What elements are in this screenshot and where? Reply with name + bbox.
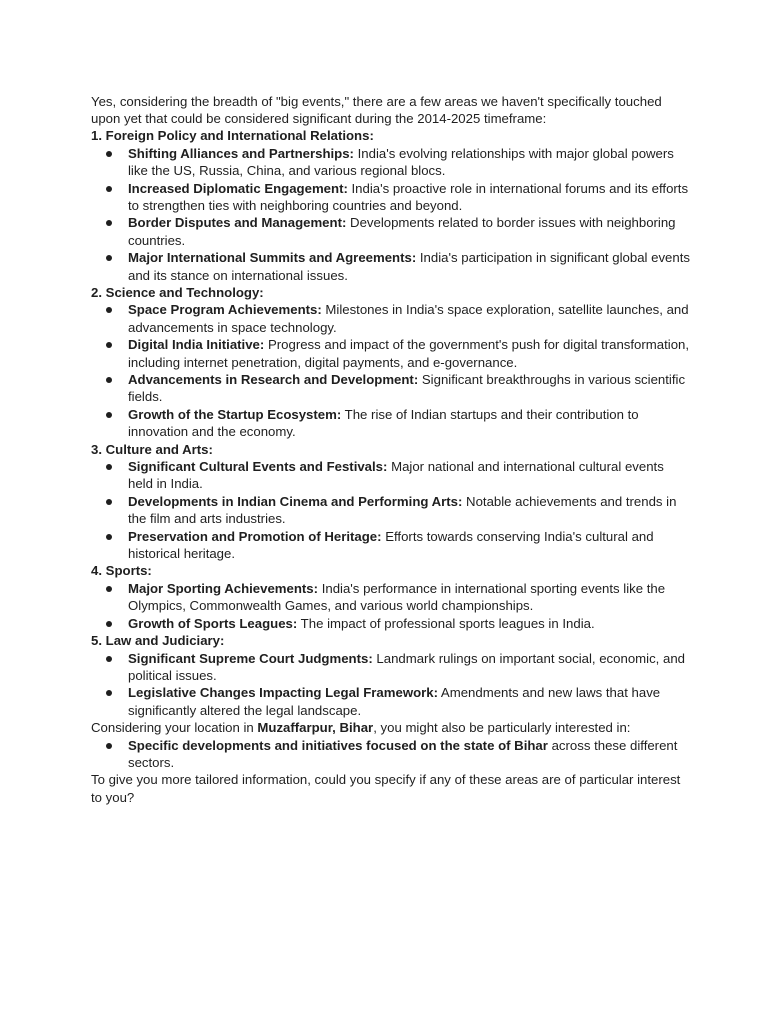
item-heading: Major International Summits and Agreements: bbox=[128, 250, 417, 266]
item-heading: Specific developments and initiatives focused on the state of Bihar bbox=[128, 737, 548, 753]
location-list bbox=[91, 737, 691, 772]
item-heading: Significant Supreme Court Judgments: bbox=[128, 650, 373, 666]
sports-list bbox=[91, 580, 691, 632]
item-text: Major national and international cultural events held in India. bbox=[128, 459, 664, 492]
item-heading: Legislative Changes Impacting Legal Framework: bbox=[128, 685, 438, 701]
section-title-foreign-policy: 1. Foreign Policy and International Relations: bbox=[91, 128, 374, 144]
item-heading: Increased Diplomatic Engagement: bbox=[128, 180, 348, 196]
bullet-icon bbox=[106, 377, 112, 383]
item-text: Progress and impact of the government's push for digital transformation, including internet penetration, digital payments, and e-governance. bbox=[128, 337, 690, 370]
list-item bbox=[91, 650, 691, 685]
item-text: The impact of professional sports leagues in India. bbox=[297, 615, 595, 631]
list-item bbox=[91, 493, 691, 528]
list-item bbox=[91, 301, 691, 336]
section-title-law-judiciary: 5. Law and Judiciary: bbox=[91, 633, 225, 649]
item-text: India's performance in international sporting events like the Olympics, Commonwealth Games, and various world championships. bbox=[128, 580, 666, 614]
item-text: Milestones in India's space exploration, satellite launches, and advancements in space technology. bbox=[128, 302, 689, 335]
list-item bbox=[91, 180, 691, 215]
list-item bbox=[91, 336, 691, 371]
item-text: India's participation in significant global events and its stance on international issues. bbox=[128, 250, 690, 283]
bullet-icon bbox=[106, 255, 112, 261]
item-heading: Developments in Indian Cinema and Performing Arts: bbox=[128, 493, 463, 509]
item-heading: Border Disputes and Management: bbox=[128, 215, 347, 231]
item-heading: Major Sporting Achievements: bbox=[128, 580, 319, 596]
section-title-science-technology: 2. Science and Technology: bbox=[91, 284, 264, 300]
list-item bbox=[91, 580, 691, 615]
item-heading: Growth of Sports Leagues: bbox=[128, 615, 298, 631]
item-heading: Growth of the Startup Ecosystem: bbox=[128, 406, 342, 422]
item-heading: Shifting Alliances and Partnerships: bbox=[128, 145, 354, 161]
item-text: Significant breakthroughs in various scientific fields. bbox=[128, 372, 686, 405]
location-text-before: Considering your location in bbox=[91, 720, 258, 736]
closing-paragraph: To give you more tailored information, could you specify if any of these areas are of particular interest to you? bbox=[91, 772, 681, 805]
list-item bbox=[91, 615, 691, 632]
bullet-icon bbox=[106, 186, 112, 192]
item-text: across these different sectors. bbox=[128, 737, 678, 770]
foreign-policy-list bbox=[91, 145, 691, 284]
item-text: Landmark rulings on important social, economic, and political issues. bbox=[128, 650, 685, 683]
bullet-icon bbox=[106, 151, 112, 157]
item-heading: Digital India Initiative: bbox=[128, 337, 265, 353]
bullet-icon bbox=[106, 412, 112, 418]
item-text: India's proactive role in international forums and its efforts to strengthen ties with neighboring countries and beyond. bbox=[128, 180, 689, 213]
list-item bbox=[91, 214, 691, 249]
bullet-icon bbox=[106, 621, 112, 627]
list-item bbox=[91, 249, 691, 284]
item-heading: Space Program Achievements: bbox=[128, 302, 322, 318]
bullet-icon bbox=[106, 499, 112, 505]
item-text: Notable achievements and trends in the film and arts industries. bbox=[128, 493, 677, 527]
culture-arts-list bbox=[91, 458, 691, 562]
science-technology-list bbox=[91, 301, 691, 440]
bullet-icon bbox=[106, 656, 112, 662]
bullet-icon bbox=[106, 534, 112, 540]
bullet-icon bbox=[106, 220, 112, 226]
document-body bbox=[91, 93, 691, 807]
list-item bbox=[91, 528, 691, 563]
item-text: Developments related to border issues with neighboring countries. bbox=[128, 215, 676, 248]
bullet-icon bbox=[106, 464, 112, 470]
list-item bbox=[91, 371, 691, 406]
item-text: Efforts towards conserving India's cultural and historical heritage. bbox=[128, 528, 654, 562]
bullet-icon bbox=[106, 307, 112, 313]
item-text: The rise of Indian startups and their contribution to innovation and the economy. bbox=[128, 406, 639, 440]
section-title-culture-arts: 3. Culture and Arts: bbox=[91, 441, 213, 457]
item-text: Amendments and new laws that have significantly altered the legal landscape. bbox=[128, 685, 661, 718]
list-item bbox=[91, 737, 691, 772]
item-text: India's evolving relationships with major global powers like the US, Russia, China, and various regional blocs. bbox=[128, 145, 674, 179]
section-title-sports: 4. Sports: bbox=[91, 563, 152, 579]
location-place: Muzaffarpur, Bihar bbox=[257, 720, 374, 736]
location-text-after: , you might also be particularly interested in: bbox=[373, 720, 631, 736]
item-heading: Preservation and Promotion of Heritage: bbox=[128, 528, 382, 544]
item-heading: Significant Cultural Events and Festivals: bbox=[128, 459, 388, 475]
bullet-icon bbox=[106, 690, 112, 696]
bullet-icon bbox=[106, 586, 112, 592]
intro-paragraph: Yes, considering the breadth of "big events," there are a few areas we haven't specifically touched upon yet that could be considered significant during the 2014-2025 timeframe: bbox=[91, 93, 662, 126]
list-item bbox=[91, 406, 691, 441]
item-heading: Advancements in Research and Development: bbox=[128, 372, 419, 387]
location-paragraph bbox=[91, 719, 691, 736]
bullet-icon bbox=[106, 342, 112, 348]
bullet-icon bbox=[106, 743, 112, 749]
list-item bbox=[91, 684, 691, 719]
law-judiciary-list bbox=[91, 650, 691, 720]
list-item bbox=[91, 145, 691, 180]
list-item bbox=[91, 458, 691, 493]
